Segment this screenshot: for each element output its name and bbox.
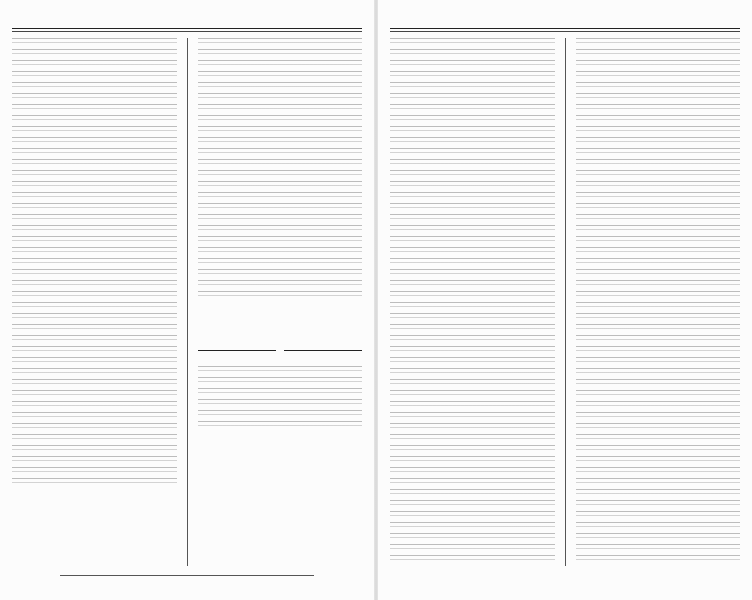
paragraph (576, 53, 741, 64)
paragraph (576, 113, 741, 124)
paragraph (576, 83, 741, 94)
paragraph (390, 38, 555, 49)
paragraph (198, 53, 363, 64)
paragraph (12, 113, 177, 124)
paragraph (390, 113, 555, 124)
left-page (0, 0, 374, 600)
paragraph (12, 98, 177, 109)
paragraph (198, 98, 363, 109)
left-page-header (12, 8, 362, 26)
right-header-rule-thin (390, 31, 740, 32)
left-page-column-1 (198, 38, 363, 566)
right-page (378, 0, 752, 600)
paragraph (12, 38, 177, 49)
left-column-rule (187, 38, 188, 566)
paragraph (576, 38, 741, 49)
section-break (198, 350, 363, 351)
left-page-column-2 (12, 38, 177, 566)
right-page-column-1 (576, 38, 741, 566)
paragraph (198, 38, 363, 49)
paragraph (576, 68, 741, 79)
right-page-header (390, 8, 740, 26)
left-col1-lower-type-texture (198, 366, 363, 426)
right-column-rule (565, 38, 566, 566)
paragraph (12, 83, 177, 94)
paragraph (576, 98, 741, 109)
right-columns (390, 38, 740, 566)
section-rule-right (284, 350, 362, 351)
paragraph (390, 83, 555, 94)
left-header-rule (12, 28, 362, 29)
paragraph (12, 68, 177, 79)
section-rule-left (198, 350, 276, 351)
paragraph (12, 53, 177, 64)
paragraph (390, 53, 555, 64)
right-header-rule (390, 28, 740, 29)
paragraph (390, 68, 555, 79)
paragraph (390, 98, 555, 109)
left-footer-rule (60, 575, 314, 576)
left-header-rule-thin (12, 31, 362, 32)
paragraph (198, 83, 363, 94)
right-page-column-2 (390, 38, 555, 566)
paragraph (198, 68, 363, 79)
left-columns (12, 38, 362, 566)
